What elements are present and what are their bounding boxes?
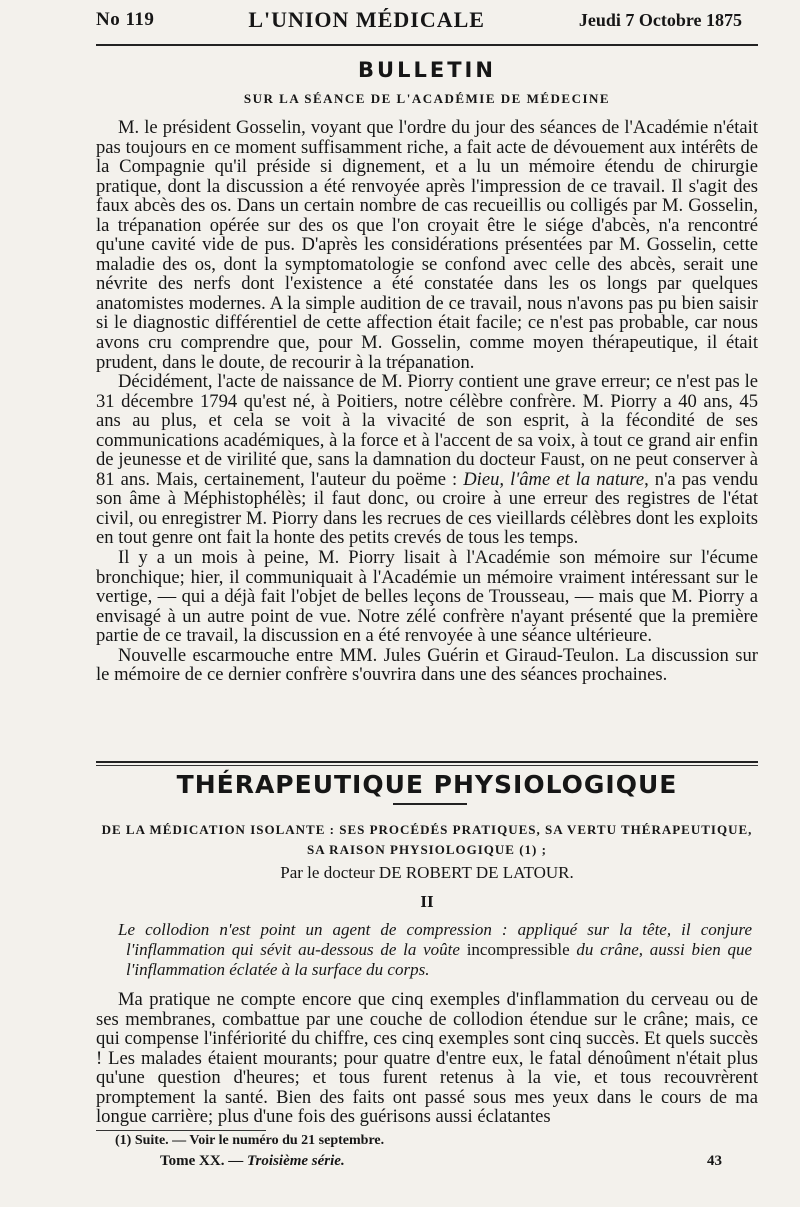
journal-title: L'UNION MÉDICALE — [248, 7, 485, 32]
abstract-text: Le collodion n'est point un agent de compression : appliqué sur la tête, il conjure l'inflammation qui sévit au-dessous de la voûte — [118, 920, 752, 959]
section-title: THÉRAPEUTIQUE PHYSIOLOGIQUE — [176, 770, 678, 799]
footnote-rule — [96, 1130, 266, 1131]
section-rule — [96, 761, 758, 763]
issue-date: Jeudi 7 Octobre 1875 — [578, 9, 742, 30]
article-title — [96, 820, 758, 860]
bulletin-body — [96, 118, 758, 685]
article-body — [96, 990, 758, 1127]
title-rule — [393, 803, 467, 805]
paragraph: Il y a un mois à peine, M. Piorry lisait à l'Académie son mémoire sur l'écume bronchique; hier, il communiquait à l'Académie un mémoire vraiment intéressant sur le vertige, — qui a déjà fait l'objet de belles leçons de Trousseau, — mais que M. Piorry a envisagé à un autre point de vue. Notre zélé confrère n'ayant présenté que la première partie de ce travail, la discussion en a été renvoyée à une séance ultérieure. — [96, 547, 758, 647]
paragraph-text: Décidément, l'acte de naissance de M. Piorry contient une grave erreur; ce n'est pas le 31 décembre 1794 qu'est né, à Poitiers, notre célèbre confrère. M. Piorry a 40 ans, 45 ans au plus, et cela se voit à la vivacité de son esprit, à la fécondité de ses communications académiques, à la force et à l'accent de sa voix, à tout ce grand air enfin de jeunesse et de virilité que, sans la damnation du docteur Faust, on ne peut conserver à 81 ans. Mais, certainement, l'auteur du poëme : — [96, 371, 758, 490]
abstract-text: incompressible — [466, 940, 570, 959]
page-header — [96, 4, 742, 36]
paragraph: M. le président Gosselin, voyant que l'ordre du jour des séances de l'Académie n'était pas toujours en ce moment suffisamment riche, a fait acte de dévouement aux intérêts de la Compagnie qu'il préside si dignement, et a lu un mémoire étendu de chirurgie pratique, dont la discussion a été renvoyée après l'impression de ce travail. Il s'agit des faux abcès des os. Dans un certain nombre de cas recueillis ou colligés par M. Gosselin, la trépanation opérée sur des os que l'on croyait être le siége d'abcès, n'a rencontré qu'une cavité vide de pus. D'après les considérations présentées par M. Gosselin, cette maladie des os, dont la symptomatologie se confond avec celle des abcès, serait une névrite des nerfs dont l'existence a été constatée dans les os longs par quelques anatomistes modernes. A la simple audition de ce travail, nous n'avons pas pu bien saisir si le diagnostic différentiel de cette affection était facile; ce n'est pas probable, car nous avons cru comprendre que, pour M. Gosselin, comme moyen thérapeutique, il était prudent, dans le doute, de recourir à la trépanation. — [96, 117, 758, 373]
tome-series — [160, 1153, 345, 1170]
header-rule — [96, 44, 758, 46]
article-title-line: DE LA MÉDICATION ISOLANTE : SES PROCÉDÉS PRATIQUES, SA VERTU THÉRAPEUTIQUE, — [101, 822, 753, 837]
byline — [96, 863, 758, 883]
paragraph: Nouvelle escarmouche entre MM. Jules Guérin et Giraud-Teulon. La discussion sur le mémoire de ce dernier confrère s'ouvrira dans une des séances prochaines. — [96, 644, 758, 686]
series: Troisième série. — [246, 1153, 345, 1169]
issue-number: No 119 — [96, 9, 155, 30]
author-name: DE ROBERT DE LATOUR. — [378, 863, 574, 882]
bulletin-subtitle: SUR LA SÉANCE DE L'ACADÉMIE DE MÉDECINE — [243, 91, 611, 106]
bulletin-title: BULLETIN — [358, 58, 496, 82]
paragraph-text: , n'a pas vendu son âme à Méphistophélès; il faut donc, ou croire à une erreur des registres de l'état civil, ou enregistrer M. Piorry dans les recrues de ces vieillards célèbres dont les exploits en tout genre ont fait la honte des petits crevés de tous les temps. — [96, 468, 758, 549]
article-abstract — [102, 920, 752, 980]
chapter-number: II — [420, 892, 434, 911]
abstract-text: du crâne, aussi bien que l'inflammation éclatée à la surface du corps. — [126, 940, 752, 979]
poem-title: Dieu, l'âme et la nature — [463, 468, 645, 490]
tome: Tome XX. — — [160, 1153, 244, 1169]
section-rule — [96, 765, 758, 766]
footnote: (1) Suite. — Voir le numéro du 21 septembre. — [115, 1133, 385, 1148]
paragraph — [96, 372, 758, 548]
byline-prefix: Par le docteur — [280, 863, 379, 882]
article-title-line: SA RAISON PHYSIOLOGIQUE (1) ; — [307, 842, 547, 857]
page-footer — [160, 1153, 722, 1170]
page-number: 43 — [707, 1153, 722, 1169]
paragraph: Ma pratique ne compte encore que cinq exemples d'inflammation du cerveau ou de ses membranes, combattue par une couche de collodion étendue sur le crâne; mais, ce qui compense l'infériorité du chiffre, ces cinq exemples sont cinq succès. Et quels succès ! Les malades étaient mourants; pour quatre d'entre eux, le fatal dénoûment n'était plus qu'une question d'heures; et tous furent retenus à la vie, et tous recouvrèrent promptement la santé. Bien des faits ont passé sous mes yeux dans le cours de ma longue carrière; plus d'une fois des guérisons aussi éclatantes — [96, 989, 758, 1128]
